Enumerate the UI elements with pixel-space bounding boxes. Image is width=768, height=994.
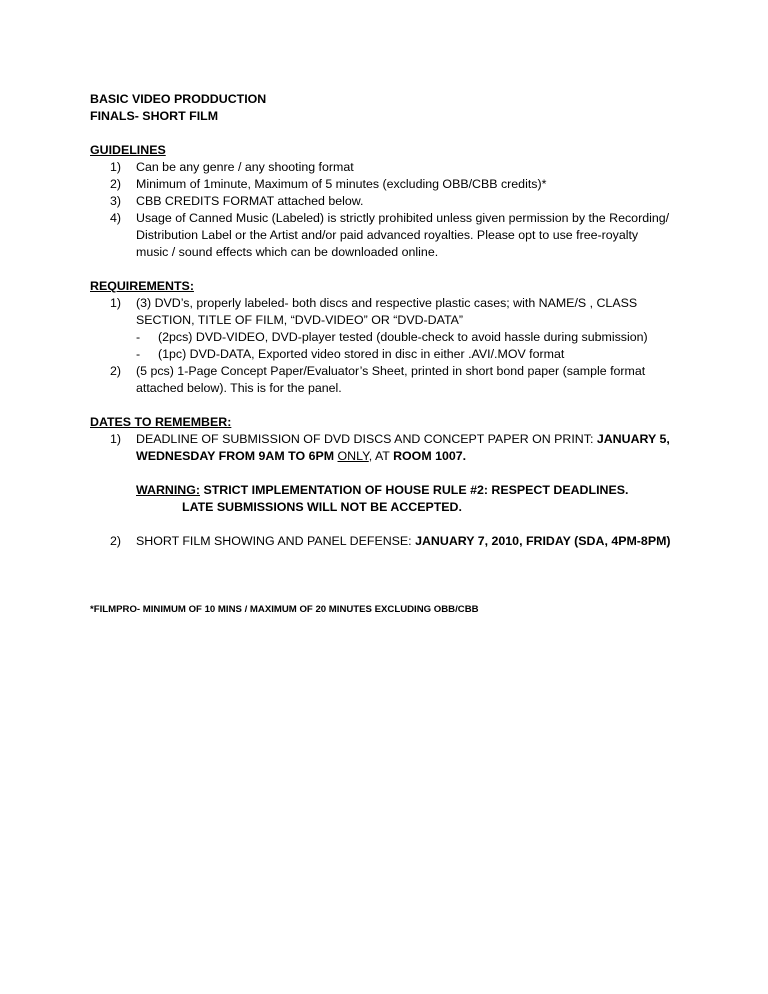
- deadline-text: DEADLINE OF SUBMISSION OF DVD DISCS AND CONCEPT PAPER ON PRINT:: [136, 432, 597, 446]
- deadline-line-2: [136, 448, 700, 465]
- guidelines-heading: GUIDELINES: [90, 143, 166, 157]
- spacer: [90, 125, 700, 142]
- spacer: [90, 584, 700, 601]
- list-text: Can be any genre / any shooting format: [136, 160, 354, 174]
- bullet-dash: -: [136, 330, 141, 344]
- bullet-dash: -: [136, 347, 141, 361]
- list-text: (3) DVD’s, properly labeled- both discs and respective plastic cases; with NAME/S , CLASS: [136, 296, 638, 310]
- course-title: BASIC VIDEO PRODDUCTION: [90, 92, 267, 106]
- list-number: 2): [110, 534, 122, 548]
- document-body: [90, 91, 700, 618]
- warning-text: STRICT IMPLEMENTATION OF HOUSE RULE #2: RESPECT DEADLINES.: [200, 483, 629, 497]
- list-number: 2): [110, 177, 122, 191]
- deadline-at: , AT: [368, 449, 394, 463]
- late-submission-notice: LATE SUBMISSIONS WILL NOT BE ACCEPTED.: [182, 500, 462, 514]
- deadline-room: ROOM 1007.: [393, 449, 467, 463]
- guideline-item-2: [90, 176, 700, 193]
- guideline-item-4: [90, 210, 700, 261]
- footnote: *FILMPRO- MINIMUM OF 10 MINS / MAXIMUM OF 20 MINUTES EXCLUDING OBB/CBB: [90, 604, 479, 615]
- guideline-item-3: [90, 193, 700, 210]
- spacer: [90, 261, 700, 278]
- list-number: 4): [110, 211, 122, 225]
- warning-label: WARNING:: [136, 483, 201, 497]
- list-number: 1): [110, 432, 122, 446]
- spacer: [90, 397, 700, 414]
- project-title: FINALS- SHORT FILM: [90, 109, 219, 123]
- list-text: music / sound effects which can be downloaded online.: [136, 245, 439, 259]
- deadline-only: ONLY: [337, 449, 369, 463]
- list-number: 2): [110, 364, 122, 378]
- spacer: [90, 465, 700, 482]
- list-text: Minimum of 1minute, Maximum of 5 minutes (excluding OBB/CBB credits)*: [136, 177, 547, 191]
- list-number: 1): [110, 296, 122, 310]
- list-number: 3): [110, 194, 122, 208]
- list-text: CBB CREDITS FORMAT attached below.: [136, 194, 364, 208]
- defense-line: [136, 533, 700, 550]
- spacer: [90, 567, 700, 584]
- defense-date: JANUARY 7, 2010, FRIDAY (SDA, 4PM-8PM): [415, 534, 671, 548]
- list-text: (5 pcs) 1-Page Concept Paper/Evaluator’s Sheet, printed in short bond paper (sample format: [136, 364, 646, 378]
- guideline-item-1: [90, 159, 700, 176]
- list-number: 1): [110, 160, 122, 174]
- deadline-date: JANUARY 5,: [596, 432, 670, 446]
- requirements-heading: REQUIREMENTS:: [90, 279, 194, 293]
- deadline-line-1: [136, 431, 700, 448]
- defense-text: SHORT FILM SHOWING AND PANEL DEFENSE:: [136, 534, 416, 548]
- deadline-time: WEDNESDAY FROM 9AM TO 6PM: [136, 449, 335, 463]
- list-text: SECTION, TITLE OF FILM, “DVD-VIDEO” OR “DVD-DATA”: [136, 313, 463, 327]
- dates-heading: DATES TO REMEMBER:: [90, 415, 232, 429]
- spacer: [90, 516, 700, 533]
- spacer: [90, 550, 700, 567]
- list-text: (2pcs) DVD-VIDEO, DVD-player tested (double-check to avoid hassle during submission): [158, 330, 648, 344]
- list-text: (1pc) DVD-DATA, Exported video stored in disc in either .AVI/.MOV format: [158, 347, 565, 361]
- list-text: attached below). This is for the panel.: [136, 381, 342, 395]
- date-item-1: [90, 431, 700, 465]
- warning-line: [90, 482, 700, 499]
- requirement-subitem-1: [90, 329, 700, 346]
- requirement-item-2: [90, 363, 700, 397]
- date-item-2: [90, 533, 700, 550]
- requirement-subitem-2: [90, 346, 700, 363]
- list-text: Usage of Canned Music (Labeled) is strictly prohibited unless given permission by the Recording/: [136, 211, 670, 225]
- list-text: Distribution Label or the Artist and/or paid advanced royalties. Please opt to use free-royalty: [136, 228, 639, 242]
- requirement-item-1: [90, 295, 700, 329]
